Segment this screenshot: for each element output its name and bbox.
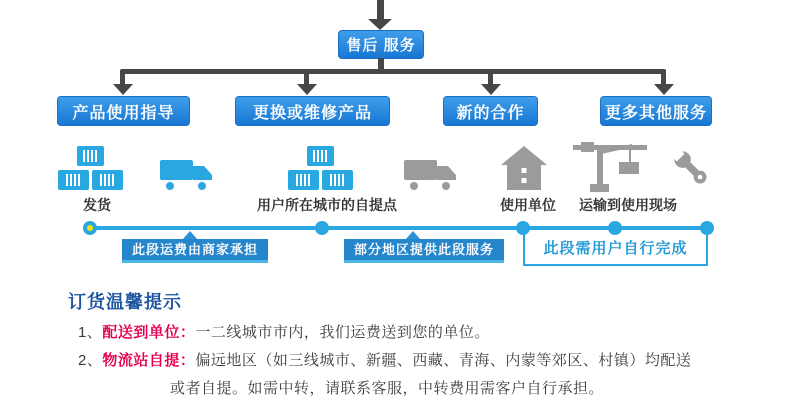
building-icon: [501, 146, 547, 190]
note-label-logistics-pickup: 物流站自提：: [102, 352, 196, 369]
branch-node-more-services: 更多其他服务: [600, 96, 712, 126]
branch-node-product-guidance: 产品使用指导: [57, 96, 190, 126]
arrow-down-icon: [654, 84, 674, 95]
arrow-down-icon: [297, 84, 317, 95]
timeline-dot: [315, 221, 329, 235]
stage-label-pickup-point: 用户所在城市的自提点: [257, 197, 397, 213]
notes-title: 订货温馨提示: [68, 292, 182, 312]
note-text: 一二线城市市内，我们运费送到您的单位。: [195, 324, 490, 341]
truck-icon: [160, 157, 212, 191]
note-text: 或者自提。如需中转，请联系客服，中转费用需客户自行承担。: [170, 380, 605, 397]
arrow-down-icon: [113, 84, 133, 95]
timeline-segment-merchant-freight: 此段运费由商家承担: [122, 239, 268, 263]
note-number: 2、: [78, 352, 103, 369]
stage-label-shipping: 发货: [83, 197, 111, 213]
note-text: 偏远地区（如三线城市、新疆、西藏、青海、内蒙等郊区、村镇）均配送: [195, 352, 692, 369]
timeline-dot: [608, 221, 622, 235]
branch-node-new-cooperation: 新的合作: [443, 96, 538, 126]
connector-top-stem: [377, 0, 384, 21]
stage-label-transport-to-site: 运输到使用现场: [579, 197, 677, 213]
arrow-down-icon: [481, 84, 501, 95]
branch-node-replace-repair: 更换或维修产品: [235, 96, 390, 126]
timeline-dot-yellow-core: [87, 225, 93, 231]
root-node-after-sales-service: 售后 服务: [338, 30, 424, 59]
stage-label-using-unit: 使用单位: [500, 197, 556, 213]
timeline-segment-partial-service: 部分地区提供此段服务: [344, 239, 504, 263]
truck-icon: [404, 157, 456, 191]
arrow-down-icon: [368, 19, 392, 30]
timeline-dot: [516, 221, 530, 235]
note-number: 1、: [78, 324, 103, 341]
note-line-1: [78, 321, 490, 342]
note-line-2: [78, 349, 691, 370]
timeline-dot-start: [83, 221, 97, 235]
connector-horizontal-line: [120, 69, 666, 74]
note-label-delivery-to-unit: 配送到单位：: [102, 324, 196, 341]
cargo-boxes-icon: [288, 146, 354, 192]
timeline-segment-user-self-complete: 此段需用户自行完成: [523, 228, 708, 266]
timeline-dot-end: [700, 221, 714, 235]
wrench-icon: [667, 146, 715, 190]
cargo-boxes-icon: [58, 146, 124, 192]
crane-icon: [571, 142, 649, 192]
note-line-3: [170, 377, 604, 398]
